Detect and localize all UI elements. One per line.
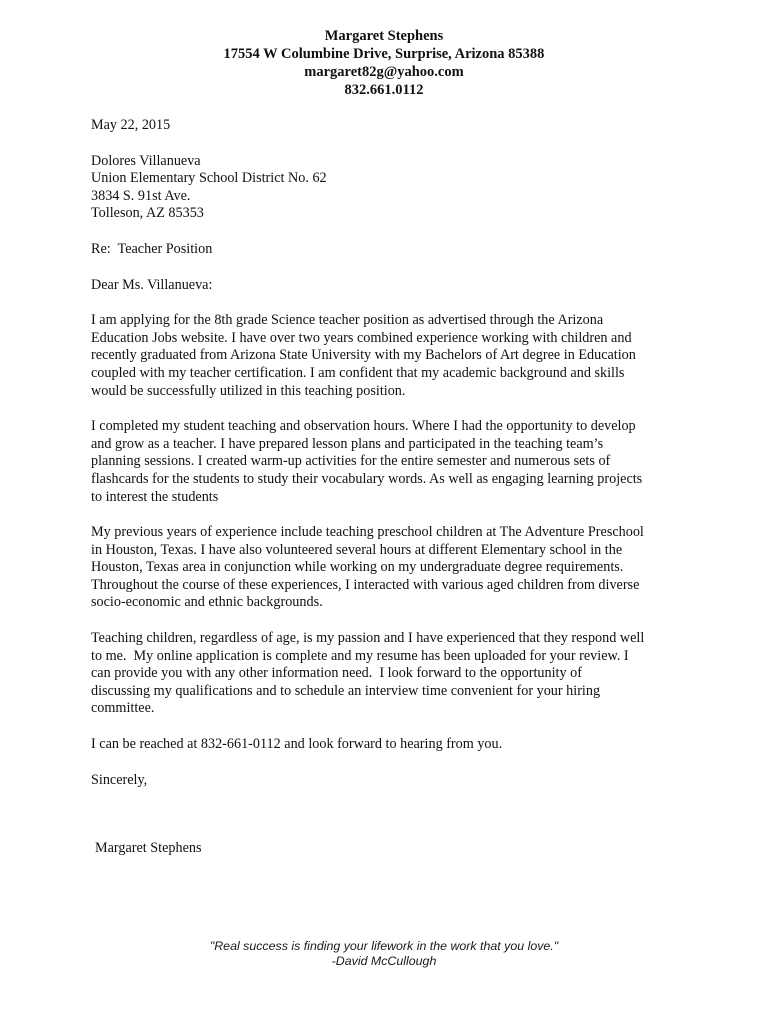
recipient-organization: Union Elementary School District No. 62 — [91, 170, 327, 187]
paragraph-line: to interest the students — [91, 488, 219, 505]
paragraph-line: Throughout the course of these experiences, I interacted with various aged children from diverse — [91, 576, 640, 593]
recipient-city: Tolleson, AZ 85353 — [91, 205, 204, 222]
paragraph-5 — [91, 736, 691, 754]
paragraph-3 — [91, 524, 691, 612]
paragraph-line: Houston, Texas area in conjunction while working on my undergraduate degree requirements. — [91, 559, 624, 576]
recipient-street: 3834 S. 91st Ave. — [91, 187, 191, 204]
paragraph-line: in Houston, Texas. I have also volunteered several hours at different Elementary school in the — [91, 541, 623, 558]
paragraph-line: flashcards for the students to study their vocabulary words. As well as engaging learning projects — [91, 470, 643, 487]
paragraph-line: I am applying for the 8th grade Science teacher position as advertised through the Arizona — [91, 312, 604, 329]
paragraph-line: discussing my qualifications and to schedule an interview time convenient for your hiring — [91, 682, 601, 699]
paragraph-line: recently graduated from Arizona State University with my Bachelors of Art degree in Education — [91, 347, 636, 364]
sender-name: Margaret Stephens — [324, 28, 444, 44]
sender-address: 17554 W Columbine Drive, Surprise, Arizona 85388 — [223, 46, 545, 62]
paragraph-line: socio-economic and ethnic backgrounds. — [91, 594, 323, 611]
paragraph-line: to me. My online application is complete and my resume has been uploaded for your review. I — [91, 647, 629, 664]
paragraph-line: I completed my student teaching and observation hours. Where I had the opportunity to develop — [91, 418, 636, 435]
letter-body — [91, 117, 691, 858]
paragraph-line: Teaching children, regardless of age, is my passion and I have experienced that they respond well — [91, 630, 645, 647]
paragraph-4 — [91, 630, 691, 718]
paragraph-line: would be successfully utilized in this teaching position. — [91, 382, 406, 399]
closing: Sincerely, — [91, 771, 148, 788]
paragraph-line: I can be reached at 832-661-0112 and look forward to hearing from you. — [91, 736, 503, 753]
paragraph-line: planning sessions. I created warm-up activities for the entire semester and numerous sets of — [91, 453, 611, 470]
recipient-block — [91, 153, 691, 223]
letterhead — [0, 27, 768, 99]
quote-text: "Real success is finding your lifework in the work that you love." — [209, 939, 559, 953]
paragraph-line: Education Jobs website. I have over two years combined experience working with children and — [91, 329, 632, 346]
sender-email: margaret82g@yahoo.com — [304, 64, 464, 80]
paragraph-1 — [91, 312, 691, 400]
subject-line: Re: Teacher Position — [91, 240, 213, 257]
paragraph-line: committee. — [91, 700, 155, 717]
sender-phone: 832.661.0112 — [344, 82, 424, 98]
signature-name: Margaret Stephens — [95, 840, 202, 857]
quote-author: -David McCullough — [331, 954, 437, 968]
recipient-name: Dolores Villanueva — [91, 152, 201, 169]
salutation: Dear Ms. Villanueva: — [91, 276, 213, 293]
paragraph-2 — [91, 418, 691, 506]
paragraph-line: can provide you with any other information need. I look forward to the opportunity of — [91, 665, 582, 682]
footer-quote — [0, 939, 768, 969]
paragraph-line: My previous years of experience include teaching preschool children at The Adventure Preschool — [91, 524, 644, 541]
letter-date: May 22, 2015 — [91, 117, 171, 133]
paragraph-line: and grow as a teacher. I have prepared lesson plans and participated in the teaching team’s — [91, 435, 604, 452]
paragraph-line: coupled with my teacher certification. I am confident that my academic background and skills — [91, 364, 625, 381]
